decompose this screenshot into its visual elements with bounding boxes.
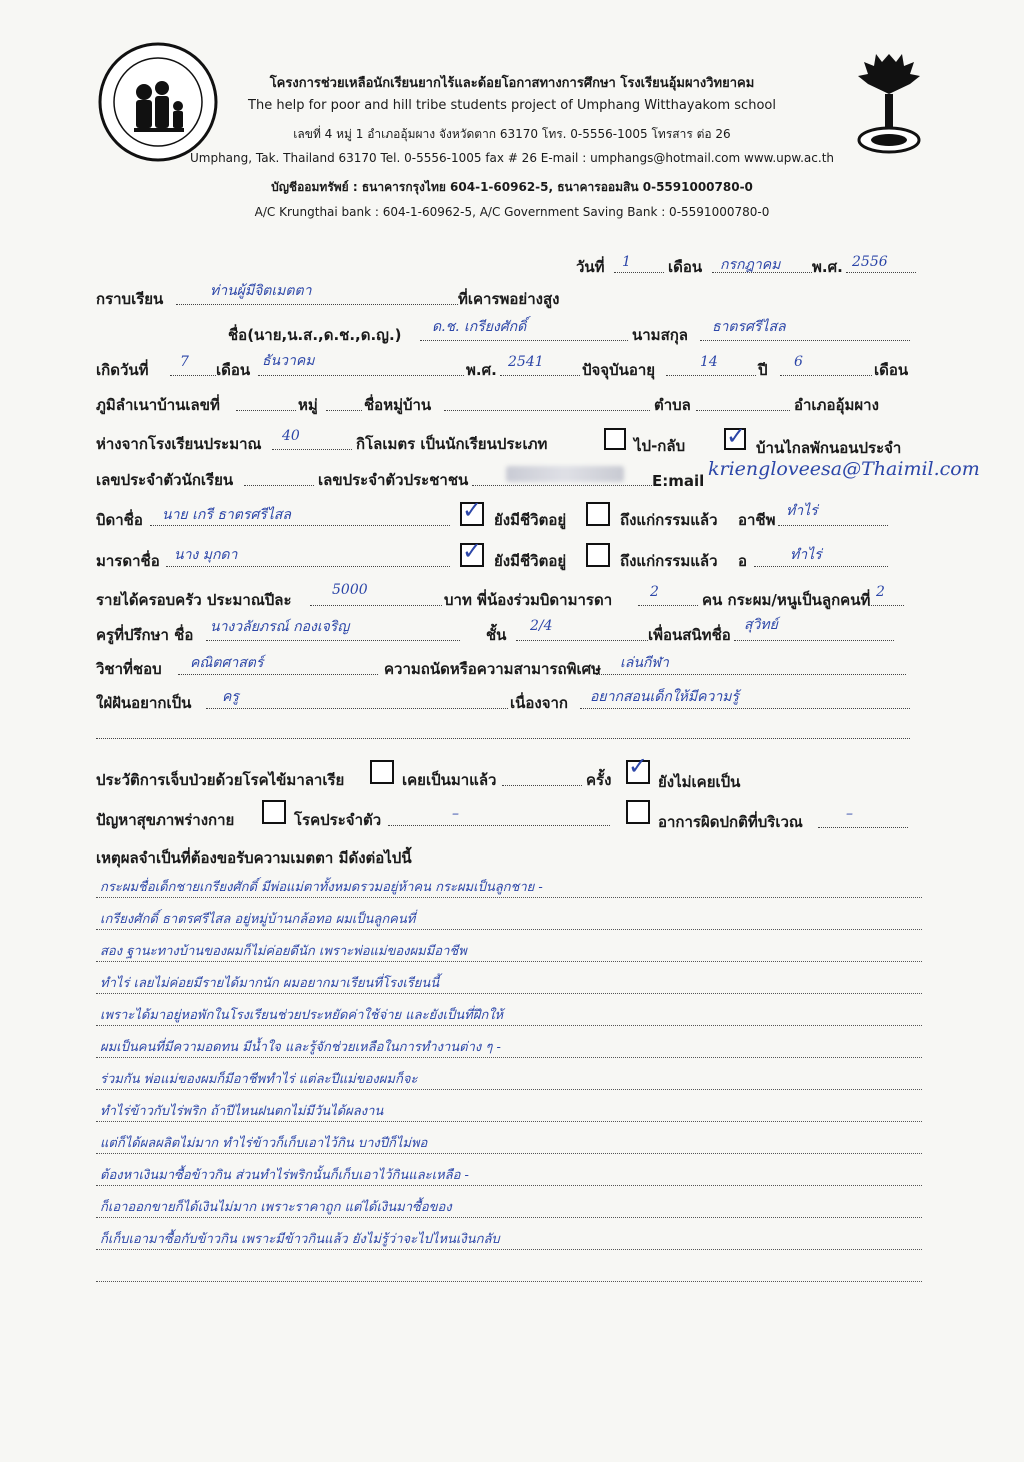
advisor-value: นางวลัยภรณ์ กองเจริญ [210, 619, 350, 635]
siblings-value: 2 [650, 584, 659, 600]
father-alive-check-mark: ✓ [462, 496, 483, 524]
born-month-label: เดือน [216, 361, 251, 379]
moo-label: หมู่ [298, 396, 318, 414]
reason-heading: เหตุผลจำเป็นที่ต้องขอรับความเมตตา มีดังต่อไปนี้ [96, 849, 412, 867]
month-value: กรกฎาคม [720, 257, 781, 273]
narrative-line: ผมเป็นคนที่มีความอดทน มีน้ำใจ และรู้จักช่วยเหลือในการทำงานต่าง ๆ - [100, 1040, 501, 1055]
siblings-label: บาท พี่น้องร่วมบิดามารดา [444, 591, 613, 609]
month-label: เดือน [668, 258, 703, 276]
commute-label: ไป-กลับ [634, 437, 686, 455]
born-day-label: เกิดวันที่ [96, 361, 149, 379]
dear-value: ท่านผู้มีจิตเมตตา [210, 283, 312, 299]
amphoe-label: อำเภออุ้มผาง [794, 396, 879, 414]
surname-label: นามสกุล [632, 326, 688, 344]
child-number-label: คน กระผม/หนูเป็นลูกคนที่ [702, 591, 871, 609]
header-project-english: The help for poor and hill tribe students project of Umphang Witthayakom school [248, 98, 776, 113]
mother-alive-check-mark: ✓ [462, 537, 483, 565]
dear-label: กราบเรียน [96, 290, 164, 308]
class-label: ชั้น [486, 626, 507, 644]
surname-value: ธาตรศรีไสล [712, 319, 786, 335]
chronic-disease-value: – [452, 806, 459, 822]
because-value: อยากสอนเด็กให้มีความรู้ [590, 689, 739, 705]
narrative-line: เกรียงศักดิ์ ธาตรศรีไสล อยู่หมู่บ้านกล้อทอ ผมเป็นลูกคนที่ [100, 912, 416, 927]
fav-subject-label: วิชาที่ชอบ [96, 660, 162, 678]
mother-name-value: นาง มุกดา [174, 547, 238, 563]
born-month-value: ธันวาคม [262, 353, 315, 369]
father-occupation-value: ทำไร่ [786, 503, 818, 519]
mother-deceased-label: ถึงแก่กรรมแล้ว [620, 552, 718, 570]
date-value: 1 [622, 254, 631, 270]
narrative-line: ต้องหาเงินมาซื้อข้าวกิน ส่วนทำไร่พริกนั้นก็เก็บเอาไว้กินและเหลือ - [100, 1168, 469, 1183]
narrative-line: ทำไร่ข้าวกับไร่พริก ถ้าปีไหนฝนตกไม่มีวันได้ผลงาน [100, 1104, 384, 1119]
narrative-line: สอง ฐานะทางบ้านของผมก็ไม่ค่อยดีนัก เพราะพ่อแม่ของผมมีอาชีพ [100, 944, 467, 959]
born-day-value: 7 [180, 354, 189, 370]
distance-label: ห่างจากโรงเรียนประมาณ [96, 435, 262, 453]
respect-label: ที่เคารพอย่างสูง [458, 290, 560, 308]
header-address-english: Umphang, Tak. Thailand 63170 Tel. 0-5556-1005 fax # 26 E-mail : umphangs@hotmail.com www.upw.ac.th [189, 151, 835, 165]
narrative-line: ก็เอาออกขายก็ได้เงินไม่มาก เพราะราคาถูก แต่ได้เงินมาซื้อของ [100, 1200, 452, 1215]
class-value: 2/4 [530, 618, 553, 634]
fav-subject-value: คณิตศาสตร์ [190, 655, 264, 671]
student-id-label: เลขประจำตัวนักเรียน [96, 471, 234, 489]
malaria-had-checkbox[interactable] [370, 760, 394, 784]
header-bank-english: A/C Krungthai bank : 604-1-60962-5, A/C Government Saving Bank : 0-5591000780-0 [254, 205, 770, 219]
tambon-label: ตำบล [654, 396, 691, 414]
mother-label: มารดาชื่อ [96, 552, 160, 570]
age-now-label: ปัจจุบันอายุ [582, 361, 656, 379]
father-occupation-label: อาชีพ [738, 511, 776, 529]
narrative-line: ก็เก็บเอามาซื้อกับข้าวกิน เพราะมีข้าวกินแล้ว ยังไม่รู้ว่าจะไปไหนเงินกลับ [100, 1232, 500, 1247]
boarding-check-mark: ✓ [726, 422, 747, 450]
year-value: 2556 [852, 254, 888, 270]
talent-value: เล่นกีฬา [620, 655, 669, 671]
chronic-disease-checkbox[interactable] [262, 800, 286, 824]
age-months-label: เดือน [874, 361, 909, 379]
father-label: บิดาชื่อ [96, 511, 143, 529]
friend-value: สุวิทย์ [744, 617, 778, 633]
income-value: 5000 [332, 582, 368, 598]
advisor-label: ครูที่ปรึกษา ชื่อ [96, 626, 194, 644]
distance-km-type-label: กิโลเมตร เป็นนักเรียนประเภท [356, 435, 548, 453]
malaria-never-label: ยังไม่เคยเป็น [658, 773, 741, 791]
commute-checkbox[interactable] [604, 428, 626, 450]
chronic-disease-label: โรคประจำตัว [294, 811, 382, 829]
email-value: kriengloveesa@Thaimil.com [708, 458, 980, 480]
header-bank-thai: บัญชีออมทรัพย์ : ธนาคารกรุงไทย 604-1-60962-5, ธนาคารออมสิน 0-5591000780-0 [271, 180, 753, 194]
abnormal-symptom-label: อาการผิดปกติที่บริเวณ [658, 813, 803, 831]
narrative-line: กระผมชื่อเด็กชายเกรียงศักดิ์ มีพ่อแม่ตาทั้งหมดรวมอยู่ห้าคน กระผมเป็นลูกชาย - [100, 880, 543, 895]
citizen-id-label: เลขประจำตัวประชาชน [318, 471, 469, 489]
talent-label: ความถนัดหรือความสามารถพิเศษ [384, 660, 602, 678]
age-months-value: 6 [794, 354, 803, 370]
father-name-value: นาย เกรี ธาตรศรีไสล [162, 507, 291, 523]
distance-value: 40 [282, 428, 300, 444]
father-deceased-label: ถึงแก่กรรมแล้ว [620, 511, 718, 529]
age-years-value: 14 [700, 354, 718, 370]
father-alive-label: ยังมีชีวิตอยู่ [494, 511, 567, 529]
citizen-id-redacted [506, 466, 624, 482]
narrative-line: ร่วมกัน พ่อแม่ของผมก็มีอาชีพทำไร่ แต่ละปีแม่ของผมก็จะ [100, 1072, 418, 1087]
because-label: เนื่องจาก [510, 694, 569, 712]
malaria-never-check-mark: ✓ [628, 752, 649, 780]
name-value: ด.ช. เกรียงศักดิ์ [432, 319, 527, 335]
born-year-value: 2541 [508, 354, 544, 370]
mother-deceased-checkbox[interactable] [586, 543, 610, 567]
malaria-had-label: เคยเป็นมาแล้ว [402, 771, 497, 789]
name-label: ชื่อ(นาย,น.ส.,ด.ช.,ด.ญ.) [228, 326, 402, 344]
narrative-line: ทำไร่ เลยไม่ค่อยมีรายได้มากนัก ผมอยากมาเรียนที่โรงเรียนนี้ [100, 976, 440, 991]
born-year-label: พ.ศ. [466, 361, 497, 379]
header-project-thai: โครงการช่วยเหลือนักเรียนยากไร้และด้อยโอกาสทางการศึกษา โรงเรียนอุ้มผางวิทยาคม [269, 76, 755, 91]
boarding-label: บ้านไกลพักนอนประจำ [756, 439, 902, 457]
hometown-label: ภูมิลำเนาบ้านเลขที่ [96, 396, 220, 414]
abnormal-symptom-value: – [846, 806, 853, 822]
health-label: ปัญหาสุขภาพร่างกาย [96, 811, 235, 829]
header-address-thai: เลขที่ 4 หมู่ 1 อำเภออุ้มผาง จังหวัดตาก 63170 โทร. 0-5556-1005 โทรสาร ต่อ 26 [293, 127, 731, 141]
income-label: รายได้ครอบครัว ประมาณปีละ [96, 591, 292, 609]
mother-occupation-value: ทำไร่ [790, 547, 822, 563]
narrative-line: เพราะได้มาอยู่หอพักในโรงเรียนช่วยประหยัดค่าใช้จ่าย และยังเป็นที่ฝึกให้ [100, 1008, 504, 1023]
friend-label: เพื่อนสนิทชื่อ [648, 626, 731, 644]
mother-occupation-label: อ [738, 552, 748, 570]
father-deceased-checkbox[interactable] [586, 502, 610, 526]
abnormal-symptom-checkbox[interactable] [626, 800, 650, 824]
mother-alive-label: ยังมีชีวิตอยู่ [494, 552, 567, 570]
dream-label: ใฝ่ฝันอยากเป็น [96, 694, 192, 712]
village-label: ชื่อหมู่บ้าน [364, 396, 432, 414]
dream-value: ครู [222, 689, 239, 705]
malaria-label: ประวัติการเจ็บป่วยด้วยโรคไข้มาลาเรีย [96, 771, 345, 789]
date-label: วันที่ [576, 258, 605, 276]
child-number-value: 2 [876, 584, 885, 600]
malaria-times-label: ครั้ง [586, 771, 612, 789]
age-years-label: ปี [758, 361, 768, 379]
year-label: พ.ศ. [812, 258, 843, 276]
narrative-line: แต่ก็ได้ผลผลิตไม่มาก ทำไร่ข้าวก็เก็บเอาไว้กิน บางปีก็ไม่พอ [100, 1136, 428, 1151]
email-label: E:mail [652, 472, 705, 490]
